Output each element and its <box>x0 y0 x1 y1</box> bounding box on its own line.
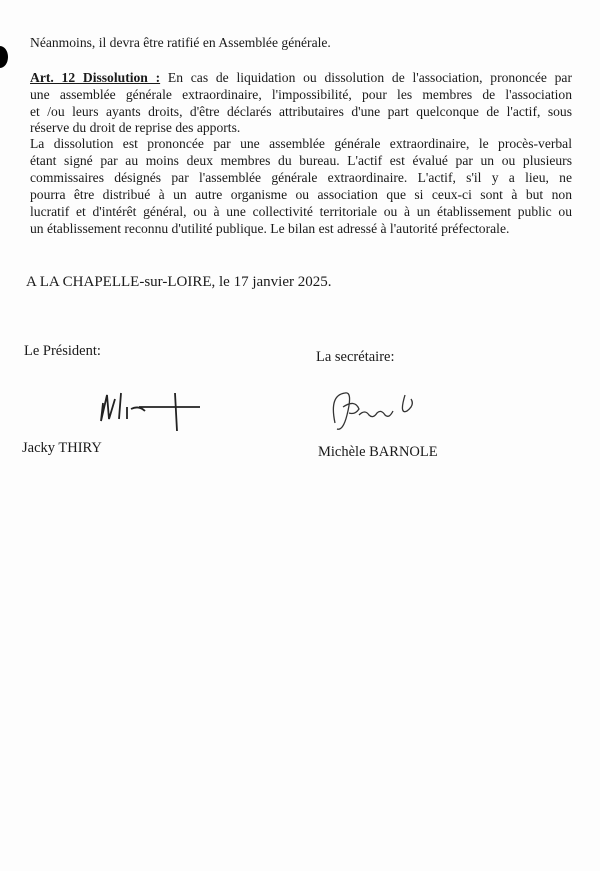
paragraph2-line-6: un établissement reconnu d'utilité publique. Le bilan est adressé à l'autorité préfectorale. <box>30 221 510 236</box>
secretary-name: Michèle BARNOLE <box>318 444 438 460</box>
paragraph2-line-3: commissaires désignés par l'assemblée générale extraordinaire. L'actif, s'il y a lieu, ne <box>30 170 572 185</box>
article-line-3: et /ou leurs ayants droits, d'être déclarés attributaires d'une part quelconque de l'actif, sous <box>30 104 572 119</box>
article-line-1 <box>30 69 572 86</box>
paragraph2-line-1: La dissolution est prononcée par une assemblée générale extraordinaire, le procès-verbal <box>30 136 572 151</box>
article-line-2: une assemblée générale extraordinaire, l'impossibilité, pour les membres de l'association <box>30 87 572 102</box>
president-signature <box>95 375 205 435</box>
president-name: Jacky THIRY <box>22 440 102 456</box>
text: En cas de liquidation ou dissolution de l'association, prononcée par <box>167 70 572 85</box>
secretary-role: La secrétaire: <box>316 349 395 365</box>
paragraph2-line-2: étant signé par au moins deux membres du bureau. L'actif est évalué par un ou plusieurs <box>30 153 572 168</box>
article-line-4: réserve du droit de reprise des apports. <box>30 120 241 135</box>
punch-hole <box>0 46 8 68</box>
paragraph2-line-4: pourra être distribué à un autre organisme ou association que si ceux-ci sont à but non <box>30 187 572 202</box>
president-role: Le Président: <box>24 343 101 359</box>
paragraph2-line-5: lucratif et d'intérêt général, ou à une collectivité territoriale ou à un établissement public ou <box>30 204 572 219</box>
intro-line: Néanmoins, il devra être ratifié en Assemblée générale. <box>30 35 331 50</box>
place-date: A LA CHAPELLE-sur-LOIRE, le 17 janvier 2025. <box>26 274 332 290</box>
secretary-signature <box>325 385 455 440</box>
article-heading: Art. 12 Dissolution : <box>30 70 161 85</box>
